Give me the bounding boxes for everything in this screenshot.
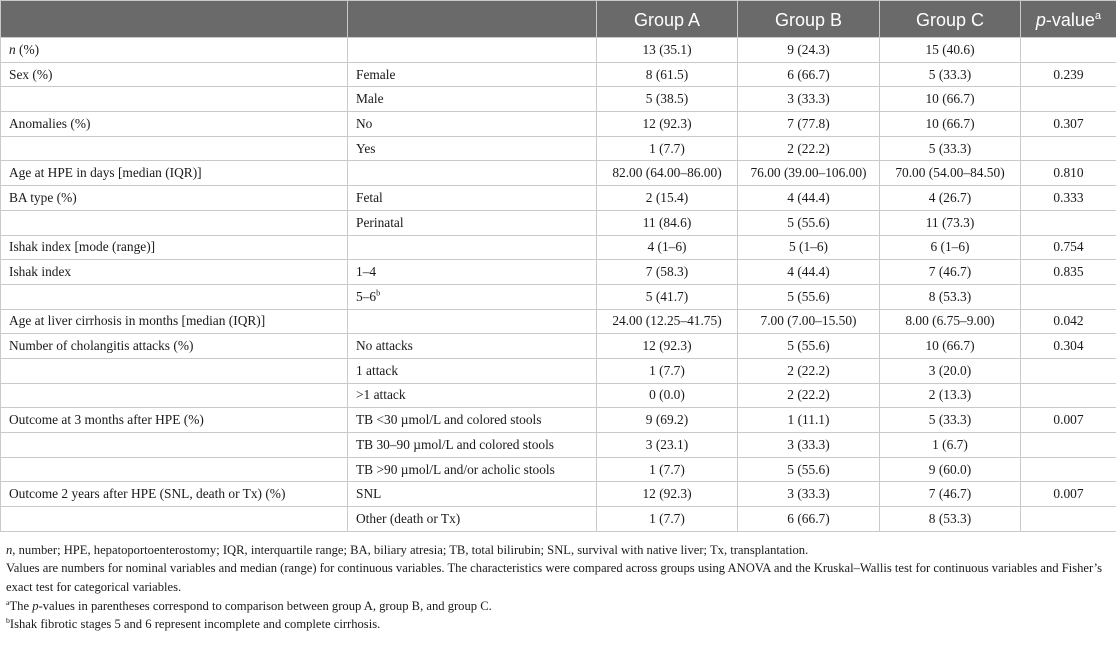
cell-group-c: 11 (73.3) [880,210,1021,235]
cell-group-a: 4 (1–6) [597,235,738,260]
cell-category-text: TB <30 µmol/L and colored stools [356,412,542,428]
cell-group-b: 3 (33.3) [738,87,880,112]
cell-group-c: 5 (33.3) [880,62,1021,87]
cell-p-value: 0.835 [1021,260,1116,285]
table-row [1,433,1116,458]
footnote-a-pre: The [9,598,33,613]
cell-group-a: 11 (84.6) [597,210,738,235]
cell-group-a: 9 (69.2) [597,408,738,433]
cell-category-text: Perinatal [356,214,404,230]
footnote-b [6,615,1110,634]
cell-category [348,136,597,161]
cell-category [348,210,597,235]
cell-category [348,38,597,63]
table-footnotes [6,541,1110,634]
cell-category [348,284,597,309]
cell-group-c: 3 (20.0) [880,358,1021,383]
cell-p-value [1021,284,1116,309]
cell-group-a: 82.00 (64.00–86.00) [597,161,738,186]
cell-category [348,507,597,532]
cell-category-text: Other (death or Tx) [356,510,461,526]
cell-variable: Sex (%) [1,62,348,87]
cell-group-a: 12 (92.3) [597,482,738,507]
footnote-a [6,597,1110,616]
cell-category [348,433,597,458]
cell-group-c: 8.00 (6.75–9.00) [880,309,1021,334]
cell-p-value [1021,38,1116,63]
cell-group-c: 8 (53.3) [880,284,1021,309]
cell-p-value: 0.810 [1021,161,1116,186]
cell-variable: Ishak index [1,260,348,285]
header-group-a: Group A [597,1,738,38]
cell-group-b: 6 (66.7) [738,507,880,532]
cell-category-text: Female [356,66,396,82]
table-row [1,136,1116,161]
cell-group-b: 5 (1–6) [738,235,880,260]
cell-group-b: 6 (66.7) [738,62,880,87]
cell-group-c: 15 (40.6) [880,38,1021,63]
cell-category [348,358,597,383]
cell-group-b: 7 (77.8) [738,112,880,137]
cell-group-c: 9 (60.0) [880,457,1021,482]
cell-category [348,457,597,482]
cell-p-value: 0.304 [1021,334,1116,359]
cell-category [348,62,597,87]
cell-p-value [1021,507,1116,532]
cell-group-a: 2 (15.4) [597,186,738,211]
cell-group-b: 2 (22.2) [738,358,880,383]
cell-group-b: 4 (44.4) [738,186,880,211]
cell-variable [1,507,348,532]
cell-category-text: 1–4 [356,264,377,280]
cell-p-value [1021,210,1116,235]
table-row [1,457,1116,482]
cell-group-a: 3 (23.1) [597,433,738,458]
cell-group-b: 3 (33.3) [738,482,880,507]
table-row [1,161,1116,186]
cell-p-value: 0.333 [1021,186,1116,211]
cell-variable [1,87,348,112]
cell-group-c: 70.00 (54.00–84.50) [880,161,1021,186]
cell-group-b: 5 (55.6) [738,210,880,235]
cell-variable: Age at liver cirrhosis in months [median (IQR)] [1,309,348,334]
table-row [1,210,1116,235]
header-p-value [1021,1,1116,38]
cell-group-b: 2 (22.2) [738,383,880,408]
cell-category [348,235,597,260]
cell-group-c: 10 (66.7) [880,334,1021,359]
table-row [1,507,1116,532]
cell-p-value: 0.239 [1021,62,1116,87]
cell-variable: BA type (%) [1,186,348,211]
cell-variable [1,433,348,458]
cell-category-text: 5–6 [356,288,377,304]
cell-category [348,260,597,285]
cell-group-a: 1 (7.7) [597,358,738,383]
cell-group-c: 10 (66.7) [880,112,1021,137]
table-row [1,383,1116,408]
cell-category [348,186,597,211]
table-body [1,38,1116,532]
cell-category-text: Yes [356,140,376,156]
cell-group-b: 7.00 (7.00–15.50) [738,309,880,334]
cell-variable [1,284,348,309]
cell-group-b: 9 (24.3) [738,38,880,63]
table-row [1,87,1116,112]
cell-group-a: 5 (38.5) [597,87,738,112]
cell-group-a: 12 (92.3) [597,112,738,137]
table-row [1,334,1116,359]
cell-category [348,482,597,507]
cell-p-value: 0.754 [1021,235,1116,260]
footnote-b-text: Ishak fibrotic stages 5 and 6 represent incomplete and complete cirrhosis. [9,617,381,632]
cell-group-b: 4 (44.4) [738,260,880,285]
cell-category-text: 1 attack [356,362,399,378]
footnote-b-marker: b [6,615,10,625]
cell-group-c: 5 (33.3) [880,136,1021,161]
header-p-italic: p [1035,9,1046,30]
cell-p-value [1021,358,1116,383]
cell-p-value: 0.007 [1021,482,1116,507]
table-row [1,408,1116,433]
cell-p-value: 0.042 [1021,309,1116,334]
cell-p-value [1021,433,1116,458]
cell-variable-italic: n [9,41,16,57]
cell-variable-suffix: (%) [15,41,40,57]
cell-category [348,408,597,433]
cell-group-b: 5 (55.6) [738,457,880,482]
cell-category [348,112,597,137]
cell-variable [1,457,348,482]
header-p-sup: a [1094,9,1102,22]
cell-group-a: 13 (35.1) [597,38,738,63]
table-row [1,38,1116,63]
cell-variable [1,38,348,63]
cell-group-b: 2 (22.2) [738,136,880,161]
cell-group-b: 3 (33.3) [738,433,880,458]
cell-category [348,383,597,408]
cell-group-a: 5 (41.7) [597,284,738,309]
footnote-a-marker: a [6,597,10,607]
cell-group-b: 5 (55.6) [738,334,880,359]
cell-group-c: 7 (46.7) [880,260,1021,285]
header-group-b: Group B [738,1,880,38]
cell-group-c: 6 (1–6) [880,235,1021,260]
cell-category [348,161,597,186]
cell-group-c: 10 (66.7) [880,87,1021,112]
table-row [1,62,1116,87]
cell-group-a: 1 (7.7) [597,136,738,161]
cell-p-value [1021,136,1116,161]
cell-variable: Number of cholangitis attacks (%) [1,334,348,359]
cell-variable [1,358,348,383]
cell-category [348,309,597,334]
cell-group-b: 76.00 (39.00–106.00) [738,161,880,186]
cell-group-c: 4 (26.7) [880,186,1021,211]
table-row [1,260,1116,285]
cell-group-c: 7 (46.7) [880,482,1021,507]
cell-category [348,334,597,359]
cell-group-a: 1 (7.7) [597,457,738,482]
header-category [348,1,597,38]
cell-category-text: No attacks [356,338,413,354]
cell-group-c: 8 (53.3) [880,507,1021,532]
cell-variable: Outcome 2 years after HPE (SNL, death or Tx) (%) [1,482,348,507]
cell-group-a: 8 (61.5) [597,62,738,87]
table-row [1,309,1116,334]
cell-variable [1,383,348,408]
cell-variable: Ishak index [mode (range)] [1,235,348,260]
header-group-c: Group C [880,1,1021,38]
header-p-rest: -value [1045,9,1095,30]
cell-group-a: 1 (7.7) [597,507,738,532]
cell-group-c: 2 (13.3) [880,383,1021,408]
cell-group-a: 12 (92.3) [597,334,738,359]
table-row [1,284,1116,309]
cell-group-c: 5 (33.3) [880,408,1021,433]
footnote-abbrev-n: n [6,542,13,557]
header-row [1,1,1116,38]
cell-group-a: 24.00 (12.25–41.75) [597,309,738,334]
footnote-values: Values are numbers for nominal variables and median (range) for continuous variables. The characteristics were compared across groups using ANOVA and the Kruskal–Wallis test for continuous variables and Fisher’s exact test for categorical variables. [6,561,1103,594]
cell-p-value [1021,457,1116,482]
cell-group-c: 1 (6.7) [880,433,1021,458]
cell-category-text: TB 30–90 µmol/L and colored stools [356,436,555,452]
cell-p-value: 0.007 [1021,408,1116,433]
cell-group-b: 1 (11.1) [738,408,880,433]
cell-category-text: TB >90 µmol/L and/or acholic stools [356,461,555,477]
cell-category [348,87,597,112]
table-row [1,112,1116,137]
cell-variable [1,136,348,161]
cell-category-text: Male [356,91,384,107]
cell-category-sup: b [376,288,381,298]
cell-variable: Outcome at 3 months after HPE (%) [1,408,348,433]
table-row [1,482,1116,507]
header-variable [1,1,348,38]
cell-variable [1,210,348,235]
cell-p-value [1021,383,1116,408]
cell-group-a: 7 (58.3) [597,260,738,285]
cell-variable: Anomalies (%) [1,112,348,137]
table-row [1,186,1116,211]
footnote-abbreviations [6,541,1110,560]
cell-category-text: >1 attack [356,387,406,403]
footnote-abbrev-rest: , number; HPE, hepatoportoenterostomy; IQR, interquartile range; BA, biliary atresia; TB, total bilirubin; SNL, survival with native liver; Tx, transplantation. [12,542,809,557]
cell-p-value [1021,87,1116,112]
cell-variable: Age at HPE in days [median (IQR)] [1,161,348,186]
cell-p-value: 0.307 [1021,112,1116,137]
footnote-a-p: p [32,598,39,613]
table-row [1,358,1116,383]
cell-group-a: 0 (0.0) [597,383,738,408]
cell-category-text: SNL [356,486,382,502]
cell-category-text: Fetal [356,189,383,205]
cell-category-text: No [356,115,373,131]
footnote-a-rest: -values in parentheses correspond to comparison between group A, group B, and group C. [38,598,492,613]
table-row [1,235,1116,260]
cell-group-b: 5 (55.6) [738,284,880,309]
